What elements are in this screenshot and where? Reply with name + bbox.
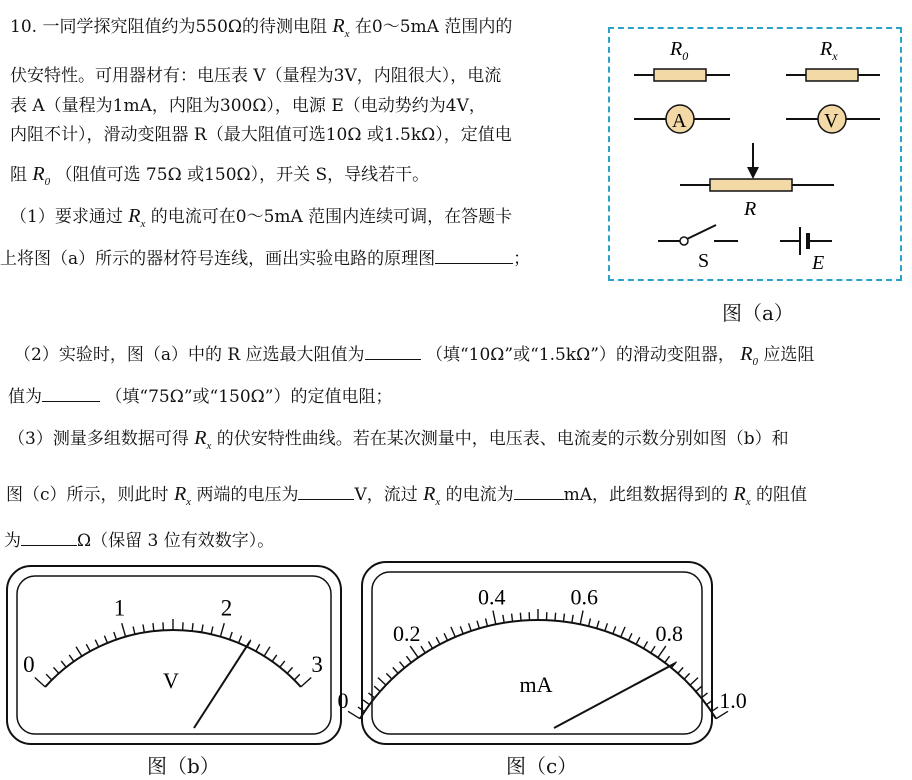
meter-unit-label: mA (519, 672, 553, 697)
problem-line-3: 表 A（量程为1mA，内阻为300Ω），电源 E（电动势约为4V， (10, 96, 486, 116)
text-segment: 应选阻 (763, 345, 815, 365)
figure-a-box (608, 27, 902, 281)
text-segment: 的电流可在0～5mA 范围内连续可调，在答题卡 (150, 207, 513, 227)
switch-label: S (698, 250, 710, 272)
rheostat-symbol (680, 143, 834, 220)
text-segment: 图（c）所示，则此时 (6, 485, 169, 505)
rheostat-label: R (744, 198, 757, 220)
meter-scale-label: 1 (113, 595, 126, 621)
answer-blank-5[interactable] (514, 483, 564, 500)
text-segment: 10. 一同学探究阻值约为550Ω的待测电阻 (10, 17, 327, 37)
text-segment: （填“10Ω”或“1.5kΩ”）的滑动变阻器， (425, 345, 735, 365)
source-label: E (812, 252, 825, 274)
r0-symbol: $R_0$ (32, 163, 51, 188)
problem-line-7 (0, 244, 530, 269)
text-segment: Ω（保留 3 位有效数字）。 (77, 531, 275, 551)
voltmeter-symbol (786, 105, 880, 133)
rx-symbol: $R_x$ (128, 205, 146, 230)
problem-line-8 (14, 340, 814, 368)
problem-line-6 (10, 202, 512, 230)
problem-line-12 (4, 526, 274, 551)
answer-blank-6[interactable] (21, 529, 77, 546)
text-segment: 两端的电压为 (196, 485, 299, 505)
answer-blank-3[interactable] (42, 385, 100, 402)
meter-scale-label: 0.6 (570, 584, 598, 610)
text-segment: （填“75Ω”或“150Ω”）的定值电阻； (105, 387, 393, 407)
problem-line-5 (10, 160, 429, 188)
text-segment: 为 (4, 531, 21, 551)
meter-scale-label: 3 (311, 652, 323, 678)
text-segment: 阻 (10, 165, 27, 185)
r0-resistor (634, 38, 730, 81)
meter-tick (512, 614, 513, 622)
ammeter-symbol (634, 105, 730, 133)
ammeter-label: A (672, 110, 687, 132)
answer-blank-1[interactable] (435, 247, 513, 264)
problem-line-9 (8, 382, 392, 407)
switch-symbol (658, 225, 738, 272)
rx-symbol: $R_x$ (173, 483, 192, 508)
text-segment: （2）实验时，图（a）中的 R 应选最大阻值为 (14, 345, 365, 365)
meter-unit-label: V (163, 668, 179, 693)
ammeter-dial-figure-c (337, 560, 747, 746)
slider-arrow-icon (747, 167, 759, 179)
text-segment: （1）要求通过 (10, 207, 123, 227)
text-segment: （3）测量多组数据可得 (8, 429, 189, 449)
meter-scale-label: 2 (220, 595, 233, 621)
rx-resistor (786, 38, 880, 81)
meter-tick (520, 613, 521, 621)
meter-scale-label: 0.4 (478, 584, 506, 610)
rx-symbol: $R_x$ (332, 15, 350, 40)
source-symbol (780, 227, 832, 274)
text-segment: 值为 (8, 387, 42, 407)
text-segment: 在0～5mA 范围内的 (354, 17, 513, 37)
text-segment: 的阻值 (755, 485, 807, 505)
figure-c-caption: 图（c） (506, 754, 578, 778)
text-segment: V，流过 (354, 485, 418, 505)
meter-scale-label: 0 (23, 652, 35, 678)
text-segment: （阻值可选 75Ω 或150Ω），开关 S，导线若干。 (55, 165, 430, 185)
r0-label: $R_0$ (670, 38, 689, 63)
text-segment: mA，此组数据得到的 (563, 485, 729, 505)
text-segment: ； (513, 249, 531, 269)
meter-tick (192, 623, 193, 631)
rx-symbol: $R_x$ (733, 483, 751, 508)
figure-b-caption: 图（b） (147, 754, 220, 778)
problem-line-2: 伏安特性。可用器材有：电压表 V（量程为3V，内阻很大），电流 (10, 66, 502, 86)
text-segment: 的伏安特性曲线。若在某次测量中，电压表、电流麦的示数分别如图（b）和 (216, 429, 789, 449)
rx-symbol: $R_x$ (194, 427, 212, 452)
answer-blank-2[interactable] (365, 343, 421, 360)
r0-symbol: $R_0$ (740, 343, 759, 368)
meter-scale-label: 0.8 (655, 621, 684, 647)
meter-inner-frame (17, 576, 331, 734)
voltmeter-dial-figure-b (5, 564, 343, 746)
meter-scale-label: 0.2 (392, 621, 421, 647)
answer-blank-4[interactable] (298, 483, 354, 500)
problem-line-10 (8, 424, 789, 452)
meter-scale-label: 1.0 (719, 688, 747, 714)
meter-scale-label: 0 (337, 688, 349, 714)
problem-line-11 (6, 480, 807, 508)
meter-tick (348, 711, 360, 718)
text-segment: 的电流为 (445, 485, 514, 505)
meter-tick (555, 613, 556, 621)
figure-a-diagram (610, 29, 900, 279)
meter-tick (153, 623, 154, 631)
rx-label: $R_x$ (820, 38, 838, 63)
problem-line-1 (10, 12, 512, 40)
problem-line-4: 内阻不计），滑动变阻器 R（最大阻值可选10Ω 或1.5kΩ），定值电 (10, 125, 512, 145)
meter-tick (563, 614, 564, 622)
rx-symbol: $R_x$ (423, 483, 441, 508)
text-segment: 上将图（a）所示的器材符号连线，画出实验电路的原理图 (0, 249, 436, 269)
figure-a-caption: 图（a） (722, 301, 794, 325)
voltmeter-label: V (824, 110, 839, 132)
